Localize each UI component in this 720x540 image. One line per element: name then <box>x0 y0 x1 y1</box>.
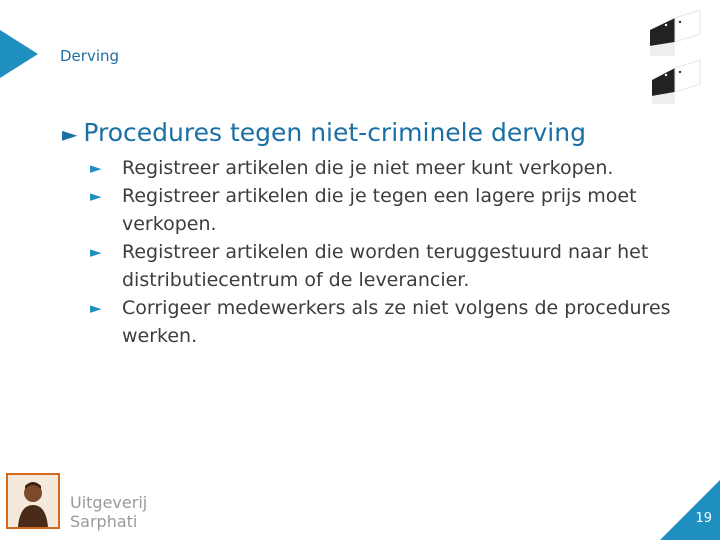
page-number-badge <box>660 480 720 540</box>
bullet-triangle-icon: ► <box>90 299 102 317</box>
publisher-name-line1: Uitgeverij <box>70 493 148 512</box>
list-item <box>90 182 710 238</box>
bullet-text: Registreer artikelen die je niet meer kunt verkopen. <box>122 157 614 179</box>
bullet-text: Registreer artikelen die worden teruggestuurd naar het distributiecentrum of de leverancier. <box>122 241 649 291</box>
decorative-cube-graphic <box>650 0 720 110</box>
slide-title <box>62 118 586 147</box>
publisher-logo-text <box>70 493 147 531</box>
list-item <box>90 238 710 294</box>
slide-title-text: Procedures tegen niet-criminele derving <box>83 118 586 147</box>
bullet-triangle-icon: ► <box>90 187 102 205</box>
portrait-icon <box>8 475 58 527</box>
bullet-triangle-icon: ► <box>90 243 102 261</box>
list-item <box>90 154 710 182</box>
publisher-name-line2: Sarphati <box>70 512 138 531</box>
section-label: Derving <box>60 47 120 65</box>
corner-accent-triangle <box>0 30 38 78</box>
publisher-logo-portrait <box>6 473 60 529</box>
title-bullet-triangle-icon: ► <box>62 122 78 146</box>
bullet-list <box>90 154 710 350</box>
list-item <box>90 294 710 350</box>
bullet-text: Corrigeer medewerkers als ze niet volgens de procedures werken. <box>122 297 671 347</box>
bullet-text: Registreer artikelen die je tegen een lagere prijs moet verkopen. <box>122 185 637 235</box>
page-number: 19 <box>695 511 712 526</box>
bullet-triangle-icon: ► <box>90 159 102 177</box>
